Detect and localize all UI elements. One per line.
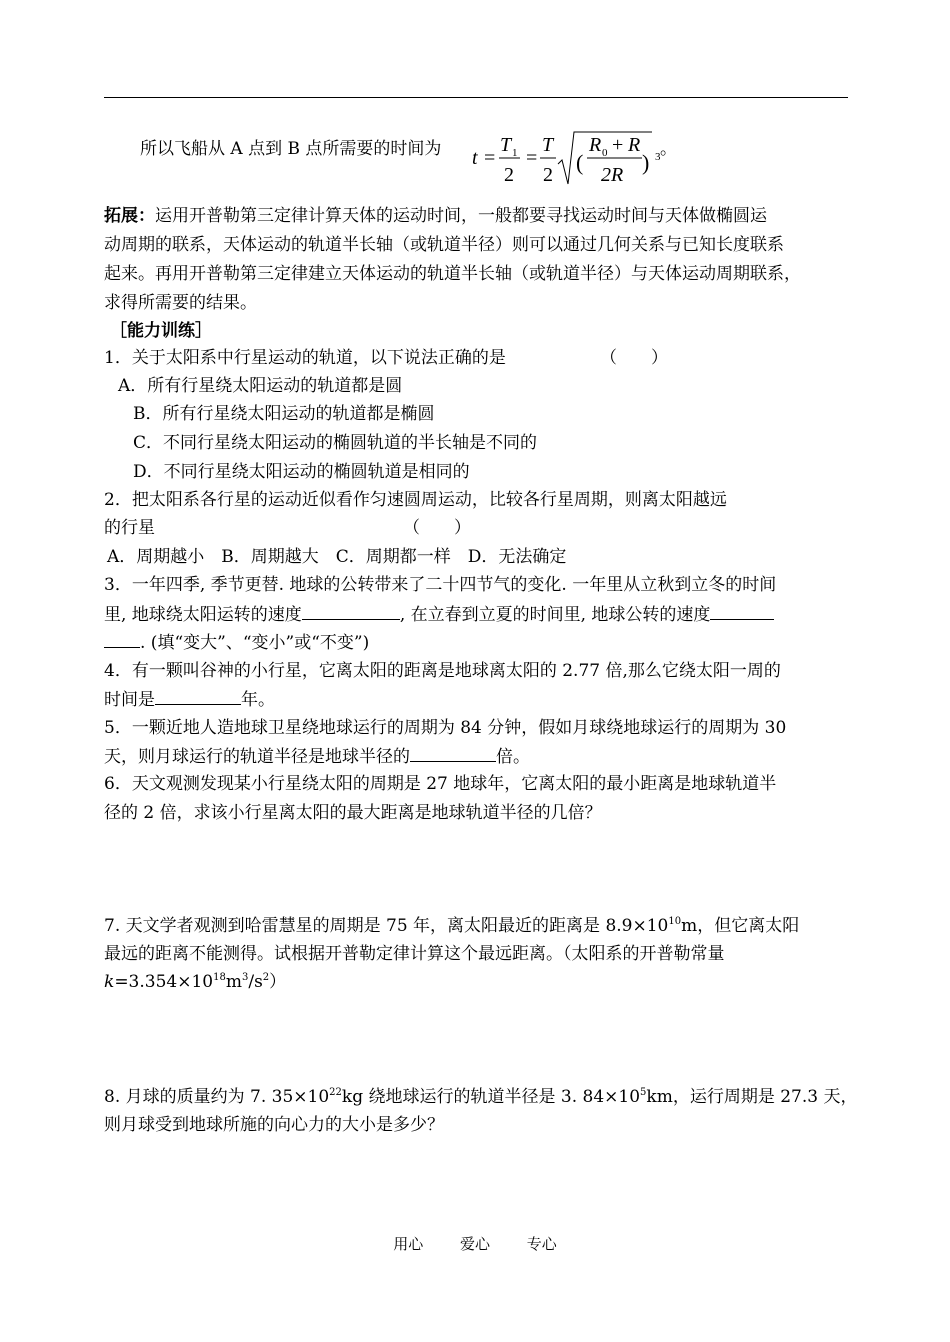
q1-option-a: A．所有行星绕太阳运动的轨道都是圆 — [118, 376, 403, 396]
formula-R0: R — [589, 134, 602, 156]
extension-line-3: 起来。再用开普勒第三定律建立天体运动的轨道半长轴（或轨道半径）与天体运动周期联系， — [104, 264, 801, 284]
formula-plus: + — [612, 134, 624, 156]
q5-blank[interactable] — [410, 745, 496, 762]
q8-line-1: 8. 月球的质量约为 7. $35\times 10^{22}kg$ 绕地球运行的轨道半径是 3. $84\times 10^5km$，运行周期是 27.3 天， — [104, 1087, 858, 1107]
q2-line-2: 的行星 — [104, 518, 155, 538]
q7-line-1: 7. 天文学者观测到哈雷慧星的周期是 75 年，离太阳最近的距离是 $8.9\times 10^{10}m$，但它离太阳 — [104, 916, 800, 936]
header-rule — [104, 97, 848, 98]
intro-suffix: 。 — [660, 139, 677, 159]
footer-item-2: 爱心 — [459, 1235, 490, 1253]
q1-option-c: C．不同行星绕太阳运动的椭圆轨道的半长轴是不同的 — [133, 433, 538, 453]
q6-line-2: 径的 2 倍，求该小行星离太阳的最大距离是地球轨道半径的几倍？ — [104, 803, 602, 823]
formula-t: t — [472, 147, 478, 169]
footer-item-1: 用心 — [393, 1235, 424, 1253]
formula-T: T — [542, 134, 554, 156]
formula-denom1: 2 — [504, 164, 514, 186]
q2-line-1: 2．把太阳系各行星的运动近似看作匀速圆周运动，比较各行星周期，则离太阳越远 — [104, 490, 727, 510]
extension-line-2: 动周期的联系，天体运动的轨道半长轴（或轨道半径）则可以通过几何关系与已知长度联系 — [104, 235, 784, 255]
q4-line-2: 时间是 年。 — [104, 690, 275, 710]
q1-stem: 1．关于太阳系中行星运动的轨道，以下说法正确的是 — [104, 348, 506, 368]
q1-bracket: （ ） — [600, 348, 668, 368]
formula-eq1: = — [484, 147, 496, 169]
extension-line-4: 求得所需要的结果。 — [104, 293, 257, 313]
extension-label: 拓展： — [104, 206, 155, 226]
formula-eq2: = — [526, 147, 538, 169]
formula-R: R — [628, 134, 641, 156]
q5-line-2: 天，则月球运行的轨道半径是地球半径的 倍。 — [104, 747, 530, 767]
q1-option-b: B．所有行星绕太阳运动的轨道都是椭圆 — [133, 404, 435, 424]
q7-line-2: 最远的距离不能测得。试根据开普勒定律计算这个最远距离。（太阳系的开普勒常量 — [104, 944, 725, 964]
q2-options: A．周期越小 B．周期越大 C．周期都一样 D．无法确定 — [107, 547, 567, 567]
time-formula — [470, 126, 670, 190]
formula-T1: T — [500, 134, 512, 156]
footer-item-3: 专心 — [526, 1235, 557, 1253]
formula-rparen: ) — [642, 150, 650, 175]
q3-line-2: 里, 地球绕太阳运转的速度 , 在立春到立夏的时间里, 地球公转的速度 — [104, 603, 774, 626]
q1-option-d: D．不同行星绕太阳运动的椭圆轨道是相同的 — [133, 462, 470, 482]
q3-line-1: 3．一年四季, 季节更替. 地球的公转带来了二十四节气的变化. 一年里从立秋到立冬的时间 — [104, 575, 777, 595]
q4-blank[interactable] — [155, 688, 241, 705]
formula-denom2: 2 — [543, 164, 553, 186]
q8-line-2: 则月球受到地球所施的向心力的大小是多少？ — [104, 1115, 444, 1135]
q2-bracket: （ ） — [403, 518, 471, 538]
q3-blank-1[interactable] — [302, 603, 400, 620]
q6-line-1: 6．天文观测发现某小行星绕太阳的周期是 27 地球年，它离太阳的最小距离是地球轨道半 — [104, 774, 777, 794]
q3-blank-2a[interactable] — [710, 603, 774, 620]
q5-line-1: 5．一颗近地人造地球卫星绕地球运行的周期为 84 分钟，假如月球绕地球运行的周期为 30 — [104, 718, 787, 738]
intro-text: 所以飞船从 A 点到 B 点所需要的时间为 — [140, 139, 442, 159]
page-footer — [0, 1233, 950, 1254]
formula-lparen: ( — [576, 150, 584, 175]
formula-2R: 2R — [601, 164, 624, 186]
q7-line-3: $k=3.354\times 10^{18}m^3/s^2$） — [104, 972, 287, 992]
q3-blank-2b[interactable] — [104, 631, 140, 648]
formula-exp: 3 — [655, 151, 661, 163]
q4-line-1: 4．有一颗叫谷神的小行星，它离太阳的距离是地球离太阳的 2.77 倍,那么它绕太阳一周的 — [104, 661, 781, 681]
extension-line-1: 拓展：运用开普勒第三定律计算天体的运动时间，一般都要寻找运动时间与天体做椭圆运 — [104, 206, 767, 226]
q3-line-3: . (填“变大”、“变小”或“不变”) — [104, 631, 369, 654]
formula-sub0: 0 — [602, 147, 608, 159]
section-title: ［能力训练］ — [110, 321, 212, 341]
formula-sub1: 1 — [512, 147, 518, 159]
